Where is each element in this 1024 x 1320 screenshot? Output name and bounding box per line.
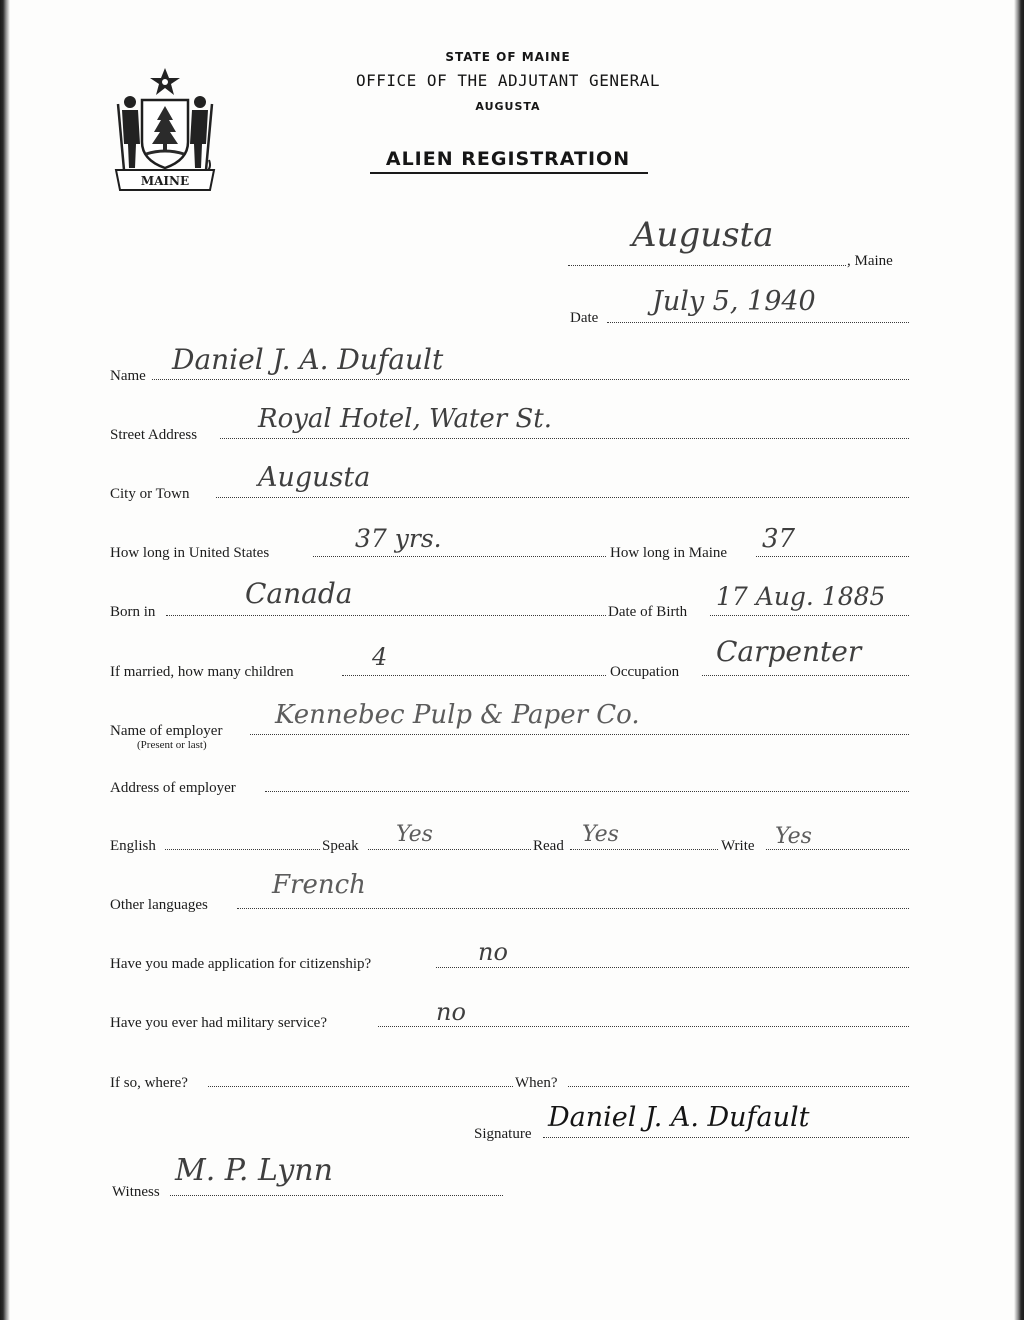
scan-right-edge xyxy=(1014,0,1024,1320)
street-line xyxy=(220,438,909,439)
state-heading: STATE OF MAINE xyxy=(445,50,571,64)
citizenship-value[interactable]: no xyxy=(478,938,508,966)
seal-text: MAINE xyxy=(140,174,190,188)
dob-value[interactable]: 17 Aug. 1885 xyxy=(716,582,886,611)
dob-line xyxy=(710,615,909,616)
read-line xyxy=(570,849,718,850)
write-label: Write xyxy=(721,838,755,854)
employer-address-line xyxy=(265,791,909,792)
military-label: Have you ever had military service? xyxy=(110,1015,327,1031)
signature-line xyxy=(543,1137,909,1138)
name-label: Name xyxy=(110,368,146,384)
occupation-line xyxy=(702,675,909,676)
children-value[interactable]: 4 xyxy=(372,643,388,671)
born-value[interactable]: Canada xyxy=(245,577,353,610)
years-us-line xyxy=(313,556,606,557)
city-label: City or Town xyxy=(110,486,190,502)
employer-address-label: Address of employer xyxy=(110,780,236,796)
read-value[interactable]: Yes xyxy=(582,822,619,847)
years-us-value[interactable]: 37 yrs. xyxy=(355,524,442,553)
speak-value[interactable]: Yes xyxy=(396,822,433,847)
speak-line xyxy=(368,849,531,850)
witness-label: Witness xyxy=(112,1184,160,1200)
date-label: Date xyxy=(570,310,599,326)
citizenship-line xyxy=(436,967,909,968)
born-line xyxy=(166,615,606,616)
city-heading: AUGUSTA xyxy=(475,100,541,113)
children-line xyxy=(342,675,606,676)
born-label: Born in xyxy=(110,604,156,620)
employer-label: Name of employer xyxy=(110,723,223,739)
military-value[interactable]: no xyxy=(436,998,466,1026)
form-title: ALIEN REGISTRATION xyxy=(385,148,631,170)
employer-value[interactable]: Kennebec Pulp & Paper Co. xyxy=(275,700,640,730)
children-label: If married, how many children xyxy=(110,664,294,680)
occupation-label: Occupation xyxy=(610,664,680,680)
other-languages-line xyxy=(237,908,909,909)
when-label: When? xyxy=(515,1075,558,1091)
office-heading: OFFICE OF THE ADJUTANT GENERAL xyxy=(356,71,660,90)
english-line xyxy=(165,849,320,850)
street-label: Street Address xyxy=(110,427,198,443)
write-line xyxy=(766,849,909,850)
signature-label: Signature xyxy=(474,1126,532,1142)
date-line xyxy=(607,322,909,323)
military-line xyxy=(378,1026,909,1027)
other-languages-value[interactable]: French xyxy=(272,870,366,900)
date-value[interactable]: July 5, 1940 xyxy=(652,286,816,317)
place-value[interactable]: Augusta xyxy=(632,215,774,255)
years-maine-line xyxy=(756,556,909,557)
where-line xyxy=(208,1086,513,1087)
name-line xyxy=(152,379,909,380)
english-label: English xyxy=(110,838,156,854)
city-line xyxy=(216,497,909,498)
dob-label: Date of Birth xyxy=(608,604,688,620)
witness-line xyxy=(170,1195,503,1196)
years-us-label: How long in United States xyxy=(110,545,270,561)
name-value[interactable]: Daniel J. A. Dufault xyxy=(172,343,444,376)
employer-line xyxy=(250,734,909,735)
title-underline xyxy=(370,172,648,174)
witness-value[interactable]: M. P. Lynn xyxy=(175,1153,333,1188)
city-value[interactable]: Augusta xyxy=(258,462,371,493)
citizenship-label: Have you made application for citizenship? xyxy=(110,956,372,972)
scan-left-edge xyxy=(0,0,10,1320)
years-maine-label: How long in Maine xyxy=(610,545,728,561)
occupation-value[interactable]: Carpenter xyxy=(716,635,862,668)
place-line xyxy=(568,265,846,266)
street-value[interactable]: Royal Hotel, Water St. xyxy=(258,404,553,434)
where-label: If so, where? xyxy=(110,1075,188,1091)
years-maine-value[interactable]: 37 xyxy=(762,524,796,554)
speak-label: Speak xyxy=(322,838,359,854)
maine-suffix: , Maine xyxy=(847,253,893,269)
signature-value[interactable]: Daniel J. A. Dufault xyxy=(548,1102,810,1133)
read-label: Read xyxy=(533,838,564,854)
employer-sublabel: (Present or last) xyxy=(137,739,207,751)
write-value[interactable]: Yes xyxy=(775,824,812,849)
other-languages-label: Other languages xyxy=(110,897,208,913)
when-line xyxy=(568,1086,909,1087)
